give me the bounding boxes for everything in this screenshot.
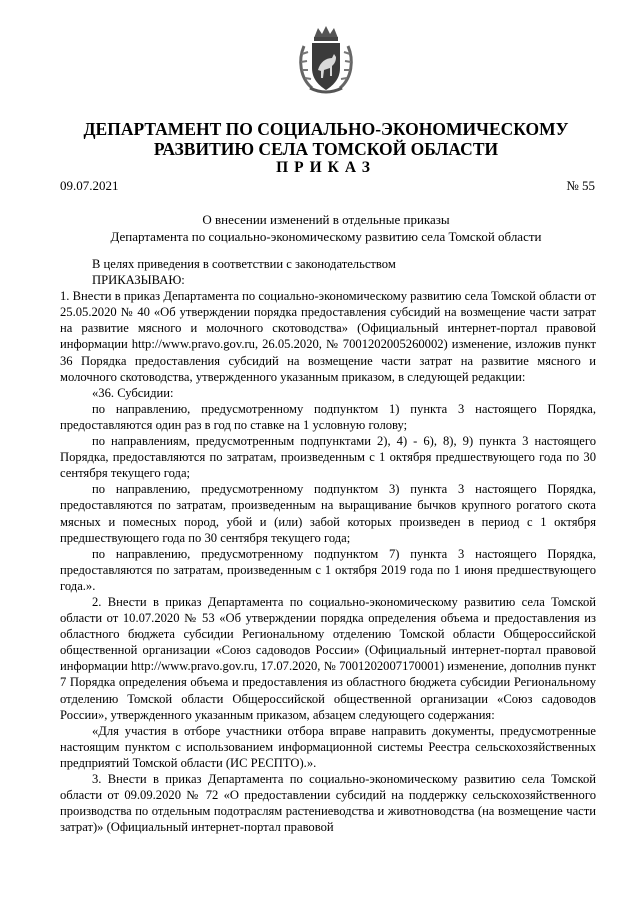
coat-of-arms-icon <box>296 24 356 96</box>
order-subject <box>60 211 592 245</box>
order-number: № 55 <box>566 178 595 193</box>
paragraph-36-item-3: по направлению, предусмотренному подпунктом 3) пункта 3 настоящего Порядка, предоставляются по затратам, произведенным на выращивание бычков крупного рогатого скота мясных и помесных пород, убой и (или) забой которых произведен в период с 1 октября предшествующего года по 30 сентября текущего года; <box>60 482 596 545</box>
order-body <box>60 256 596 835</box>
preamble: В целях приведения в соответствии с законодательством <box>92 257 396 271</box>
paragraph-36-heading: «36. Субсидии: <box>92 385 174 400</box>
document-type-title: ПРИКАЗ <box>276 159 376 176</box>
order-date: 09.07.2021 <box>60 178 119 193</box>
paragraph-1: 1. Внести в приказ Департамента по социально-экономическому развитию села Томской области от 25.05.2020 № 40 «Об утверждении порядка предоставления субсидий на возмещение части затрат на развитие мясного и молочного скотоводства» (Официальный интернет-портал правовой информации http://www.pravo.gov.ru, 26.05.2020, № 7001202005260002) изменение, изложив пункт 36 Порядка предоставления субсидий на возмещение части затрат на развитие мясного и молочного скотоводства, утвержденного указанным приказом, в следующей редакции: <box>60 289 596 384</box>
order-word: ПРИКАЗЫВАЮ: <box>92 273 185 288</box>
paragraph-36-item-4: по направлению, предусмотренному подпунктом 7) пункта 3 настоящего Порядка, предоставляются по затратам, произведенным с 1 октября 2019 года по 1 июня предшествующего года.». <box>60 546 596 593</box>
paragraph-36-item-1: по направлению, предусмотренному подпунктом 1) пункта 3 настоящего Порядка, предоставляются один раз в год по ставке на 1 условную голову; <box>60 401 596 432</box>
paragraph-2-addition: «Для участия в отборе участники отбора вправе направить документы, предусмотренные настоящим пунктом с использованием информационной системы Реестра сельскохозяйственных предприятий Томской области (ИС РЕСПТО).». <box>60 723 596 770</box>
paragraph-2: 2. Внести в приказ Департамента по социально-экономическому развитию села Томской области от 10.07.2020 № 53 «Об утверждении порядка определения объема и предоставления из областного бюджета субсидии Региональному отделению Томской области Общероссийской общественной организации «Союз садоводов России» (Официальный интернет-портал правовой информации http://www.pravo.gov.ru, 17.07.2020, № 7001202007170001) изменение, дополнив пункт 7 Порядка определения объема и предоставления из областного бюджета субсидии Региональному отделению Томской области Общероссийской общественной организации «Союз садоводов России», утвержденного указанным приказом, абзацем следующего содержания: <box>60 594 596 722</box>
paragraph-36-item-2: по направлениям, предусмотренным подпунктами 2), 4) - 6), 8), 9) пункта 3 настоящего Порядка, предоставляются по затратам, произведенным с 1 октября предшествующего года по 30 сентября текущего года; <box>60 434 596 481</box>
subject-line-2: Департамента по социально-экономическому развитию села Томской области <box>110 229 542 244</box>
paragraph-3: 3. Внести в приказ Департамента по социально-экономическому развитию села Томской области от 09.09.2020 № 72 «О предоставлении субсидий на поддержку сельскохозяйственного производства по отдельным подотраслям растениеводства и животноводства (на возмещение части затрат)» (Официальный интернет-портал правовой <box>60 772 596 835</box>
department-name <box>40 119 612 159</box>
department-line-1: ДЕПАРТАМЕНТ ПО СОЦИАЛЬНО-ЭКОНОМИЧЕСКОМУ <box>83 119 569 139</box>
department-line-2: РАЗВИТИЮ СЕЛА ТОМСКОЙ ОБЛАСТИ <box>153 139 499 159</box>
subject-line-1: О внесении изменений в отдельные приказы <box>202 212 450 227</box>
